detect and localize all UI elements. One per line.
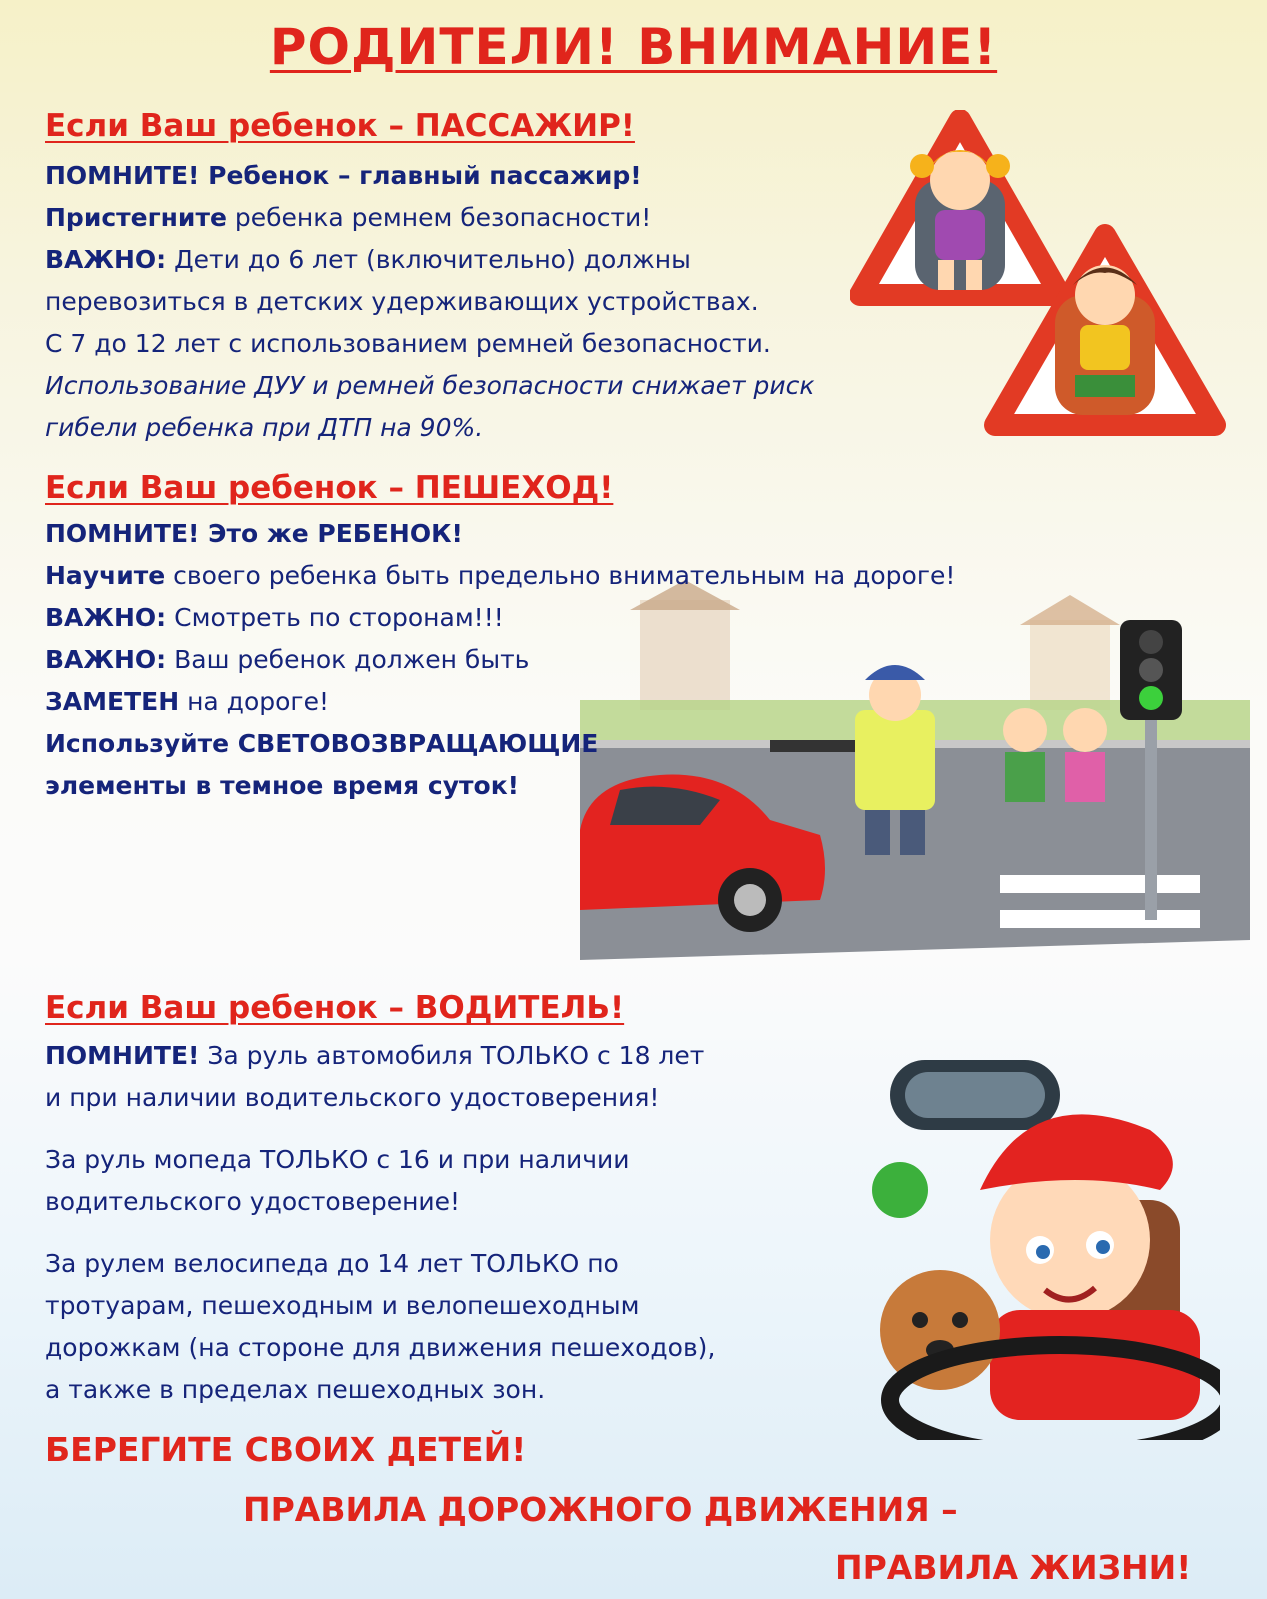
street-crossing-illustration (580, 580, 1250, 960)
warning-sign-girl-icon (860, 120, 1060, 295)
passenger-line-3: ВАЖНО: Дети до 6 лет (включительно) должны (45, 245, 691, 274)
driver-heading: Если Ваш ребенок – ВОДИТЕЛЬ! (45, 990, 625, 1026)
driver-line-4: водительского удостоверение! (45, 1187, 461, 1216)
passenger-line-4: перевозиться в детских удерживающих устройствах. (45, 287, 759, 316)
driver-line-6: тротуарам, пешеходным и велопешеходным (45, 1291, 640, 1320)
pedestrian-heading: Если Ваш ребенок – ПЕШЕХОД! (45, 470, 614, 506)
pedestrian-line-6: Используйте СВЕТОВОЗВРАЩАЮЩИЕ (45, 729, 599, 758)
driver-line-8: а также в пределах пешеходных зон. (45, 1375, 546, 1404)
passenger-line-5: С 7 до 12 лет с использованием ремней безопасности. (45, 329, 771, 358)
driver-line-3: За руль мопеда ТОЛЬКО с 16 и при наличии (45, 1145, 630, 1174)
passenger-line-7: гибели ребенка при ДТП на 90%. (45, 413, 484, 442)
page-title: РОДИТЕЛИ! ВНИМАНИЕ! (269, 18, 998, 76)
pedestrian-line-1: ПОМНИТЕ! Это же РЕБЕНОК! (45, 519, 463, 548)
driver-line-1: ПОМНИТЕ! За руль автомобиля ТОЛЬКО с 18 лет (45, 1041, 705, 1070)
frog-toy-icon (872, 1162, 928, 1218)
passenger-heading: Если Ваш ребенок – ПАССАЖИР! (45, 108, 635, 144)
boy-driver-illustration (860, 1060, 1220, 1440)
pedestrian-line-4: ВАЖНО: Ваш ребенок должен быть (45, 645, 530, 674)
footer-line-2: ПРАВИЛА ДОРОЖНОГО ДВИЖЕНИЯ – (243, 1490, 958, 1529)
footer-line-3: ПРАВИЛА ЖИЗНИ! (835, 1548, 1192, 1587)
footer-line-1: БЕРЕГИТЕ СВОИХ ДЕТЕЙ! (45, 1430, 527, 1469)
driver-line-7: дорожкам (на стороне для движения пешеходов), (45, 1333, 716, 1362)
house-icon (640, 600, 730, 710)
pedestrian-line-5: ЗАМЕТЕН на дороге! (45, 687, 329, 716)
passenger-line-2: Пристегните ребенка ремнем безопасности! (45, 203, 652, 232)
pedestrian-line-3: ВАЖНО: Смотреть по сторонам!!! (45, 603, 504, 632)
pedestrian-line-7: элементы в темное время суток! (45, 771, 520, 800)
passenger-line-6: Использование ДУУ и ремней безопасности снижает риск (45, 371, 815, 400)
driver-line-5: За рулем велосипеда до 14 лет ТОЛЬКО по (45, 1249, 619, 1278)
pedestrian-line-2: Научите своего ребенка быть предельно внимательным на дороге! (45, 561, 956, 590)
child-car-seat-signs-illustration (850, 110, 1260, 440)
driver-line-2: и при наличии водительского удостоверения! (45, 1083, 660, 1112)
passenger-line-1: ПОМНИТЕ! Ребенок – главный пассажир! (45, 161, 642, 190)
